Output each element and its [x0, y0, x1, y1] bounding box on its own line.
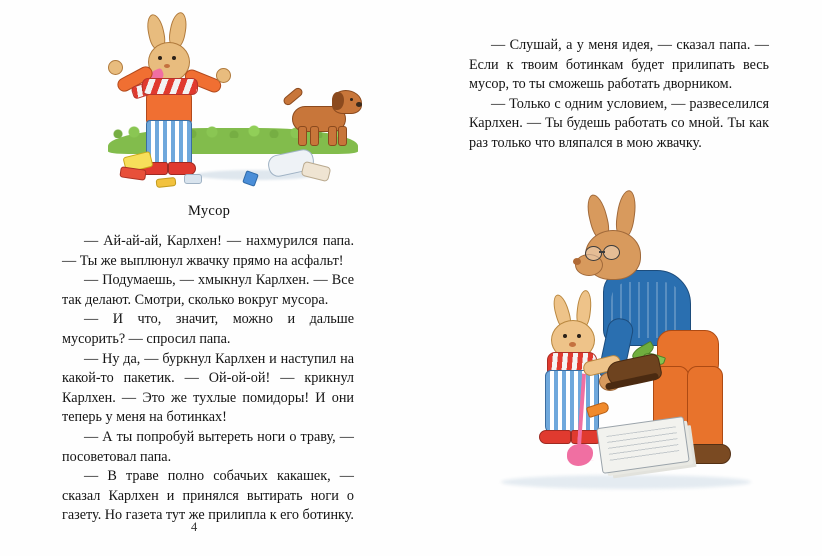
rabbit-scarf: [142, 78, 198, 95]
karlchen-shoe-left: [539, 430, 571, 444]
papa-leg-right: [687, 366, 723, 452]
paragraph: — Только с одним условием, — развеселился Карлхен. — Ты будешь работать со мной. Ты как раз только что вляпался в мою жвачку.: [469, 95, 769, 151]
karlchen-nose: [569, 342, 576, 347]
rabbit-striped-pants: [146, 120, 192, 168]
chapter-title: Мусор: [188, 203, 231, 219]
dog-eye: [350, 98, 353, 101]
paragraph: — Слушай, а у меня идея, — сказал папа. — Если к твоим ботинкам будет прилипать весь мусор, то ты сможешь работать дворником.: [469, 37, 769, 93]
glasses-icon: [585, 246, 602, 261]
rabbit-hand-left: [108, 60, 123, 75]
paragraph: — Подумаешь, — хмыкнул Карлхен. — Все так делают. Смотри, сколько вокруг мусора.: [62, 272, 354, 308]
left-page-body-text: [62, 232, 354, 526]
papa-nose: [573, 258, 581, 265]
dog-leg: [298, 126, 307, 146]
dog-leg: [338, 126, 347, 146]
litter-item: [156, 177, 177, 188]
paragraph: — Ну да, — буркнул Карлхен и наступил на какой-то пакетик. — Ой-ой-ой! — крикнул Карлхен. — Это же тухлые помидоры! И они теперь у меня на ботинках!: [62, 350, 354, 426]
rabbit-nose: [164, 64, 170, 68]
paragraph: — В траве полно собачьих какашек, — сказал Карлхен и принялся вытирать ноги о газету. Но газета тут же прилипла к его ботинку.: [62, 468, 354, 524]
chewing-gum-blob: [567, 444, 593, 466]
litter-item: [119, 166, 146, 181]
dog-leg: [310, 126, 319, 146]
paragraph: — И что, значит, можно и дальше мусорить? — спросил папа.: [62, 311, 354, 347]
page-number: 4: [191, 520, 198, 534]
paragraph: — А ты попробуй вытереть ноги о траву, — посоветовал папа.: [62, 428, 354, 465]
right-page-body-text: [469, 36, 769, 154]
karlchen-eye-left: [563, 334, 567, 338]
litter-item: [301, 161, 332, 182]
rabbit-eye-left: [158, 56, 162, 60]
dog-leg: [328, 126, 337, 146]
rabbit-hand-right: [216, 68, 231, 83]
paragraph: — Ай-ай-ай, Карлхен! — нахмурился папа. — Ты же выплюнул жвачку прямо на асфальт!: [62, 233, 354, 269]
papa-shoe-right: [683, 444, 731, 464]
rabbit-eye-right: [172, 56, 176, 60]
glasses-bridge: [599, 251, 605, 253]
right-page: [411, 0, 822, 556]
dog-tail: [282, 86, 305, 107]
glasses-icon: [603, 245, 620, 260]
dog-nose: [356, 102, 362, 107]
illustration-papa-and-karlchen: [471, 190, 791, 510]
illustration-rabbit-and-dog: [96, 20, 376, 190]
karlchen-eye-right: [577, 334, 581, 338]
ground-shadow: [501, 475, 751, 489]
litter-item: [184, 174, 202, 184]
